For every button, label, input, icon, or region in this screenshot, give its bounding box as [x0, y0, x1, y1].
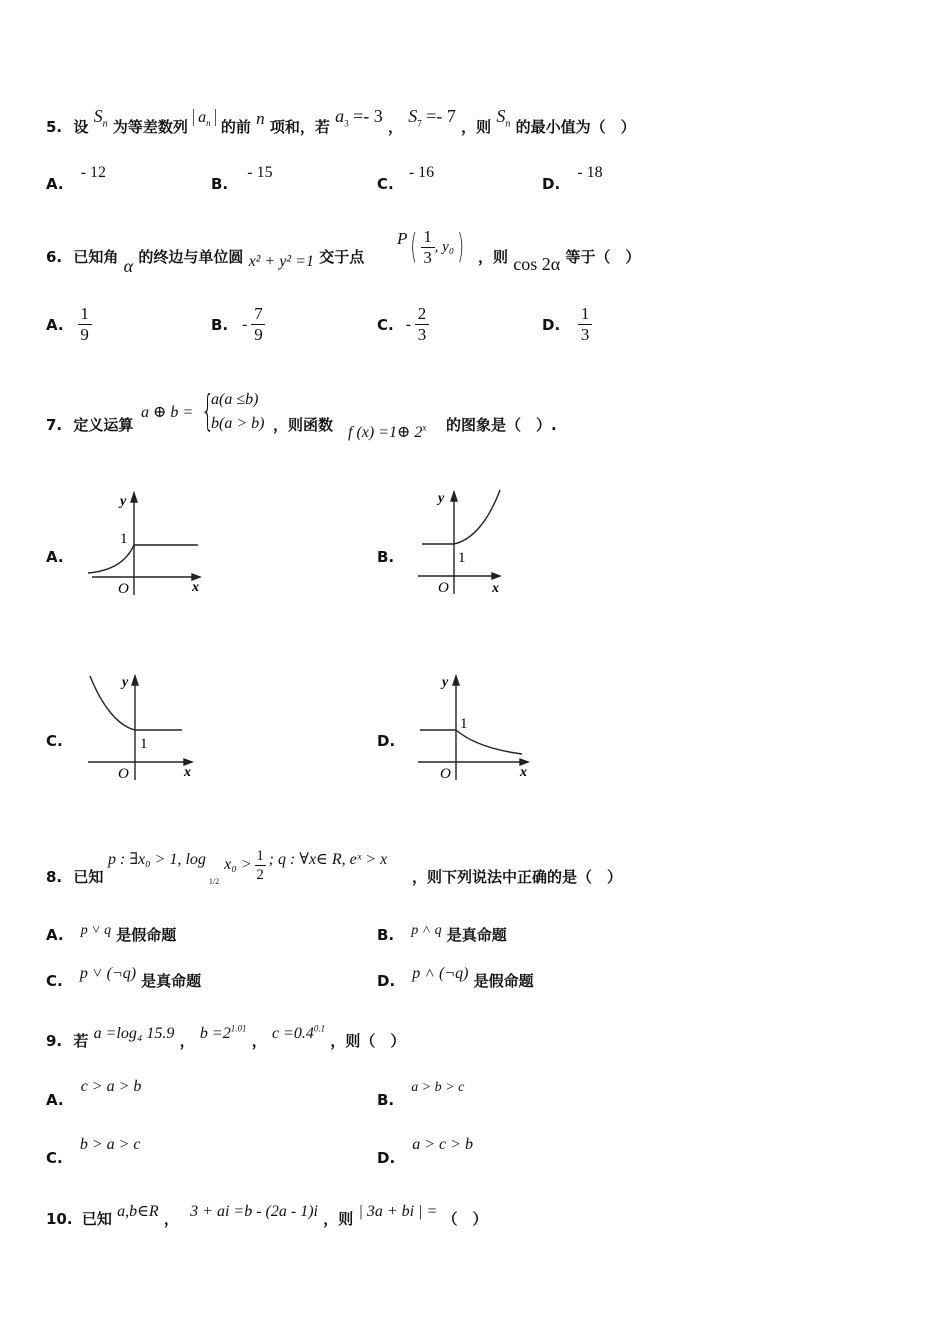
svg-text:x: x: [492, 581, 499, 596]
curve: [88, 545, 134, 573]
q6-option-b[interactable]: B. - $\frac{7}{9}$: [211, 304, 265, 345]
q5-condition-a3: $a_3 =- 3$: [335, 106, 383, 129]
q5-option-c[interactable]: C. - 16: [377, 164, 435, 193]
q10-abs: | 3a + bi | =: [358, 1203, 438, 1220]
q7-function: f (x) =1⊕ 2$^x$: [348, 422, 427, 441]
q10-stem: 10. 已知 a,b∈R ， 3 + ai =b - (2a - 1)i ，则 | 3a + bi | = （ ）: [46, 1203, 488, 1228]
q10-number: 10.: [46, 1210, 73, 1228]
svg-text:1: 1: [140, 736, 148, 752]
q8-option-d[interactable]: D. p ˄ (¬q) 是假命题: [377, 965, 534, 990]
svg-text:x: x: [520, 765, 527, 780]
q8-option-b[interactable]: B. p ˄ q 是真命题: [377, 923, 507, 944]
q9-option-c[interactable]: C. b > a > c: [46, 1136, 141, 1167]
q9-stem: 9. 若 a =log₄ 15.9 ， $b =2^{1.01}$ ， $c =0.4^{0.1}$ ，则（ ）: [46, 1023, 406, 1050]
svg-text:1: 1: [458, 550, 466, 566]
q7-option-d-label[interactable]: D.: [377, 732, 396, 750]
q8-expression: p : ∃x₀ > 1, log 1/2 x₀ > $\frac{1}{2}$ ; q : ∀x∈ R, eˣ > x: [108, 847, 388, 886]
q7-option-b-label[interactable]: B.: [377, 548, 395, 566]
q6-number: 6.: [46, 248, 63, 266]
q5-Sn: $S_n$: [93, 106, 108, 130]
svg-text:O: O: [440, 766, 451, 782]
origin-label: O: [118, 581, 129, 597]
y-arrow: [131, 493, 137, 502]
q8-option-c[interactable]: C. p ˅ (¬q) 是真命题: [46, 965, 202, 990]
one-label: 1: [120, 531, 128, 547]
svg-text:1: 1: [460, 716, 468, 732]
q6-option-a[interactable]: A. $\frac{1}{9}$: [46, 304, 92, 345]
q8-option-a[interactable]: A. p ˅ q 是假命题: [46, 923, 177, 944]
q9-number: 9.: [46, 1032, 63, 1050]
x-label: x: [192, 580, 199, 595]
svg-text:y: y: [442, 675, 449, 690]
q9-a-def: a =log₄ 15.9: [93, 1025, 175, 1042]
q8-stem: 8. 已知: [46, 868, 104, 886]
q5-sequence: $a_n$: [193, 109, 216, 126]
q6-option-c[interactable]: C. - $\frac{2}{3}$: [377, 304, 429, 345]
q7-graph-b[interactable]: [410, 482, 530, 600]
svg-text:x: x: [184, 765, 191, 780]
q9-option-d[interactable]: D. a > c > b: [377, 1136, 473, 1167]
q6-circle-eq: x² + y² =1: [248, 253, 314, 270]
q9-option-b[interactable]: B. a > b > c: [377, 1080, 465, 1109]
q7-graph-a[interactable]: [80, 485, 210, 600]
q6-stem: 6. 已知角 α 的终边与单位圆 x² + y² =1 交于点: [46, 248, 365, 276]
q5-condition-s7: $S_7 =- 7$: [408, 106, 456, 129]
svg-text:y: y: [438, 491, 445, 506]
q9-c-def: $c =0.4^{0.1}$: [271, 1023, 326, 1042]
q5-stem: 5. 设 $S_n$ 为等差数列 $a_n$ 的前 n 项和，若 $a_3 =- 3$ ， $S_7 =- 7$ ，则 $S_n$ 的最小值为（ ）: [46, 106, 636, 136]
q7-cases: a(a ≤b) b(a > b): [211, 391, 265, 432]
q10-equation: 3 + ai =b - (2a - 1)i: [190, 1203, 318, 1220]
svg-text:O: O: [118, 766, 129, 782]
q7-stem: 7. 定义运算: [46, 416, 134, 434]
q5-option-d[interactable]: D. - 18: [542, 164, 603, 193]
q5-option-b[interactable]: B. - 15: [211, 164, 273, 193]
q7-option-c-label[interactable]: C.: [46, 732, 63, 750]
q6-point: P ( $\frac{1}{3}$ , y₀ ): [397, 226, 464, 267]
svg-text:y: y: [122, 675, 129, 690]
q7-brace: {: [201, 386, 215, 435]
q7-graph-c[interactable]: [80, 666, 200, 784]
q7-option-a-label[interactable]: A.: [46, 548, 64, 566]
q6-cos2a: cos 2α: [513, 254, 561, 274]
q9-b-def: $b =2^{1.01}$: [199, 1023, 247, 1042]
q9-option-a[interactable]: A. c > a > b: [46, 1078, 142, 1109]
q5-option-a[interactable]: A. - 12: [46, 164, 107, 193]
q7-op: a ⊕ b =: [141, 404, 194, 421]
svg-text:O: O: [438, 580, 449, 596]
q6-option-d[interactable]: D. $\frac{1}{3}$: [542, 304, 592, 345]
y-label: y: [120, 494, 127, 509]
q5-number: 5.: [46, 118, 63, 136]
q7-number: 7.: [46, 416, 63, 434]
q7-graph-d[interactable]: [410, 666, 540, 784]
q10-ab-def: a,b∈R: [117, 1203, 159, 1220]
q8-number: 8.: [46, 868, 63, 886]
